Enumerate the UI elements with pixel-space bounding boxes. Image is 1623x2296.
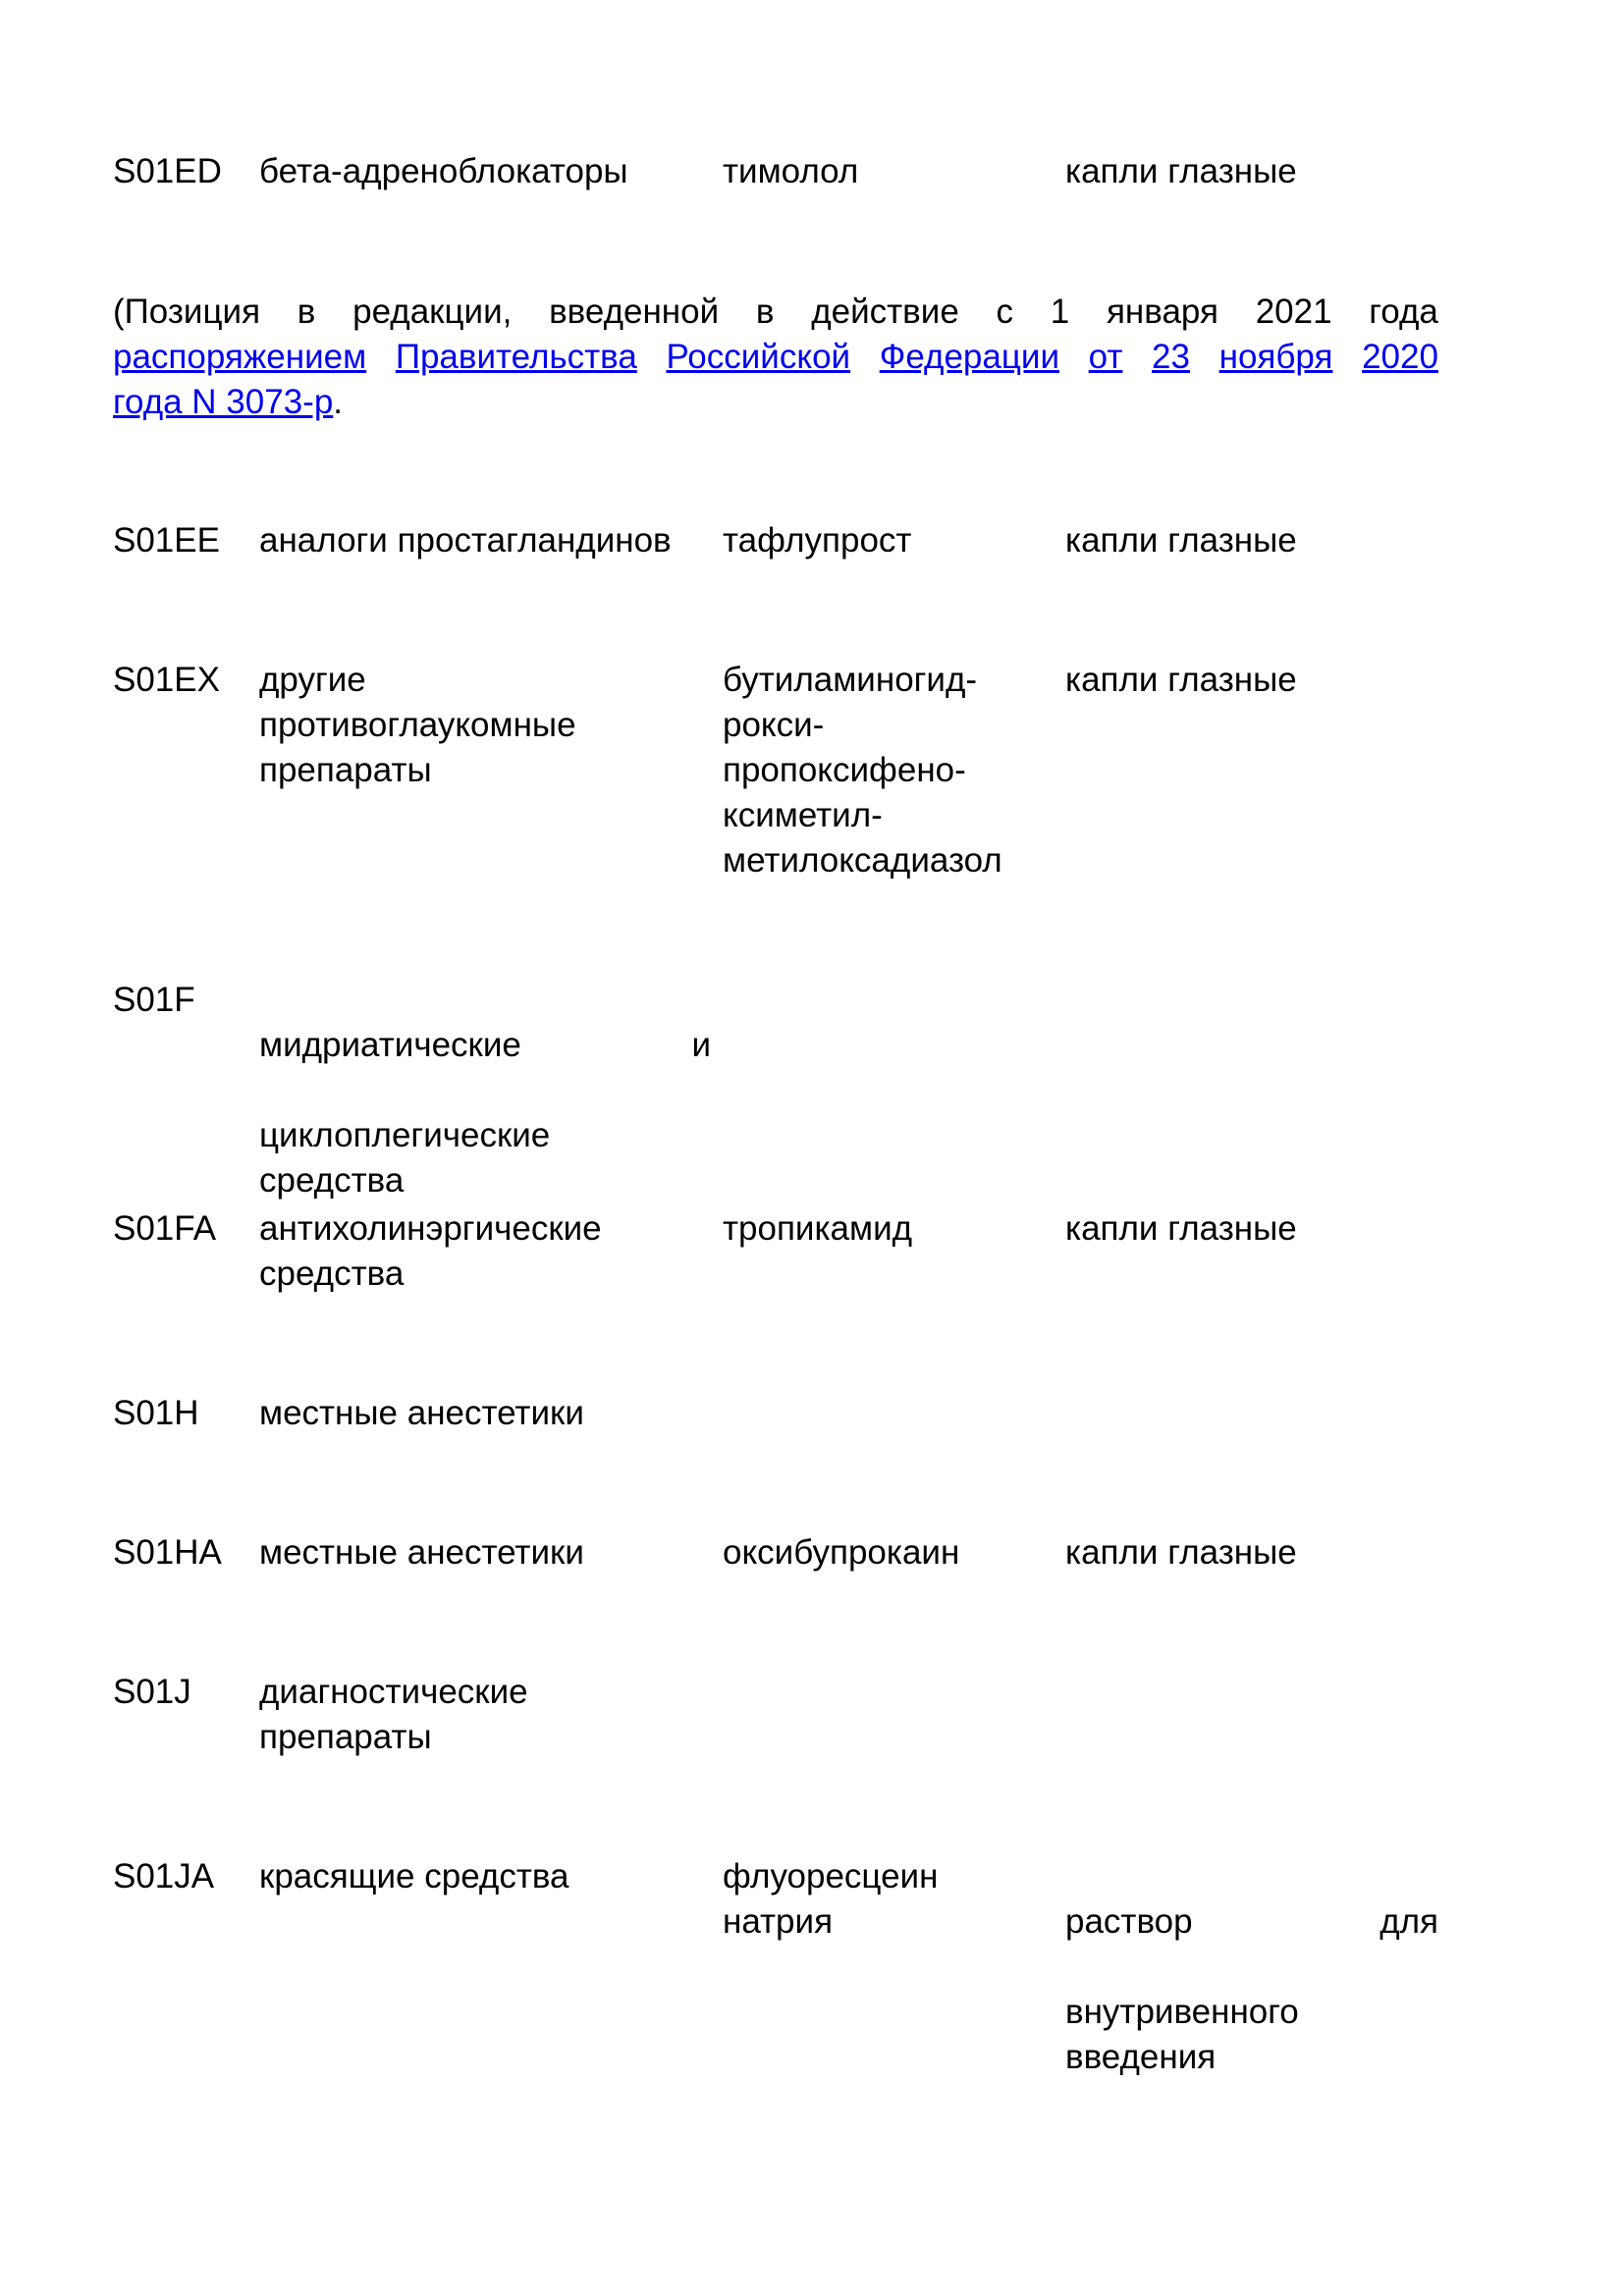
group-first-line	[259, 1023, 711, 1068]
amendment-note	[113, 290, 1438, 425]
link-word: Российской	[666, 338, 851, 376]
form-word: для	[1380, 1902, 1438, 1941]
form-word: раствор	[1065, 1902, 1193, 1941]
note-word: в	[755, 293, 775, 331]
link-word: 2020	[1362, 338, 1438, 376]
group-rest: циклоплегические средства	[259, 1116, 551, 1200]
dosage-form: капли глазные	[1065, 661, 1297, 699]
note-line-3	[113, 380, 1438, 425]
drug-name: тафлупрост	[723, 521, 912, 560]
note-word: (Позиция	[113, 293, 261, 331]
table-row	[113, 1854, 1438, 2076]
note-word: января	[1106, 293, 1218, 331]
form-first-line	[1065, 1899, 1438, 1945]
table-row	[113, 658, 1438, 880]
note-word: в	[297, 293, 316, 331]
atc-code: S01FA	[113, 1209, 217, 1248]
dosage-form: капли глазные	[1065, 152, 1297, 190]
form-rest: внутривенного введения	[1065, 1993, 1299, 2076]
atc-code: S01EX	[113, 661, 220, 699]
anatomical-therapeutic-group: местные анестетики	[259, 1533, 584, 1572]
atc-code: S01H	[113, 1394, 199, 1432]
link-word: Правительства	[395, 338, 637, 376]
dosage-form: капли глазные	[1065, 1209, 1297, 1248]
dosage-form: капли глазные	[1065, 1533, 1297, 1572]
group-word: мидриатические	[259, 1026, 521, 1064]
anatomical-therapeutic-group: диагностические препараты	[259, 1673, 528, 1756]
decree-link[interactable]	[113, 335, 1438, 380]
anatomical-therapeutic-group: местные анестетики	[259, 1394, 584, 1432]
link-word: распоряжением	[113, 338, 367, 376]
anatomical-therapeutic-group: аналоги простагландинов	[259, 521, 672, 560]
table-row	[113, 978, 1438, 1200]
note-word: года	[1369, 293, 1438, 331]
drug-name: бутиламиногид- рокси- пропоксифено- ксиметил- метилоксадиазол	[723, 661, 1002, 880]
drug-name: флуоресцеин натрия	[723, 1857, 939, 1941]
note-word: введенной	[549, 293, 720, 331]
note-word: редакции,	[352, 293, 513, 331]
drug-name: тропикамид	[723, 1209, 913, 1248]
note-word: 1	[1050, 293, 1070, 331]
anatomical-therapeutic-group: антихолинэргические средства	[259, 1209, 602, 1293]
atc-code: S01HA	[113, 1533, 222, 1572]
atc-code: S01ED	[113, 152, 222, 190]
table-row	[113, 1670, 1438, 1866]
link-word: ноября	[1218, 338, 1333, 376]
note-word: с	[996, 293, 1014, 331]
anatomical-therapeutic-group: бета-адреноблокаторы	[259, 152, 628, 190]
link-word: Федерации	[879, 338, 1060, 376]
atc-code: S01F	[113, 981, 195, 1019]
table-row	[113, 1206, 1438, 1403]
atc-code: S01EE	[113, 521, 220, 560]
link-word: от	[1088, 338, 1123, 376]
decree-link-continuation[interactable]: года N 3073-р	[113, 383, 334, 421]
anatomical-therapeutic-group: красящие средства	[259, 1857, 569, 1896]
link-word: 23	[1152, 338, 1190, 376]
note-line-1	[113, 290, 1438, 335]
note-word: действие	[811, 293, 959, 331]
atc-code: S01J	[113, 1673, 191, 1711]
drug-name: оксибупрокаин	[723, 1533, 960, 1572]
note-word: 2021	[1255, 293, 1332, 331]
group-word: и	[691, 1026, 711, 1064]
atc-code: S01JA	[113, 1857, 215, 1896]
drug-name: тимолол	[723, 152, 859, 190]
dosage-form: капли глазные	[1065, 521, 1297, 560]
dosage-form	[1065, 1854, 1438, 2125]
note-tail: .	[333, 383, 344, 421]
anatomical-therapeutic-group: другие противоглаукомные препараты	[259, 661, 576, 789]
